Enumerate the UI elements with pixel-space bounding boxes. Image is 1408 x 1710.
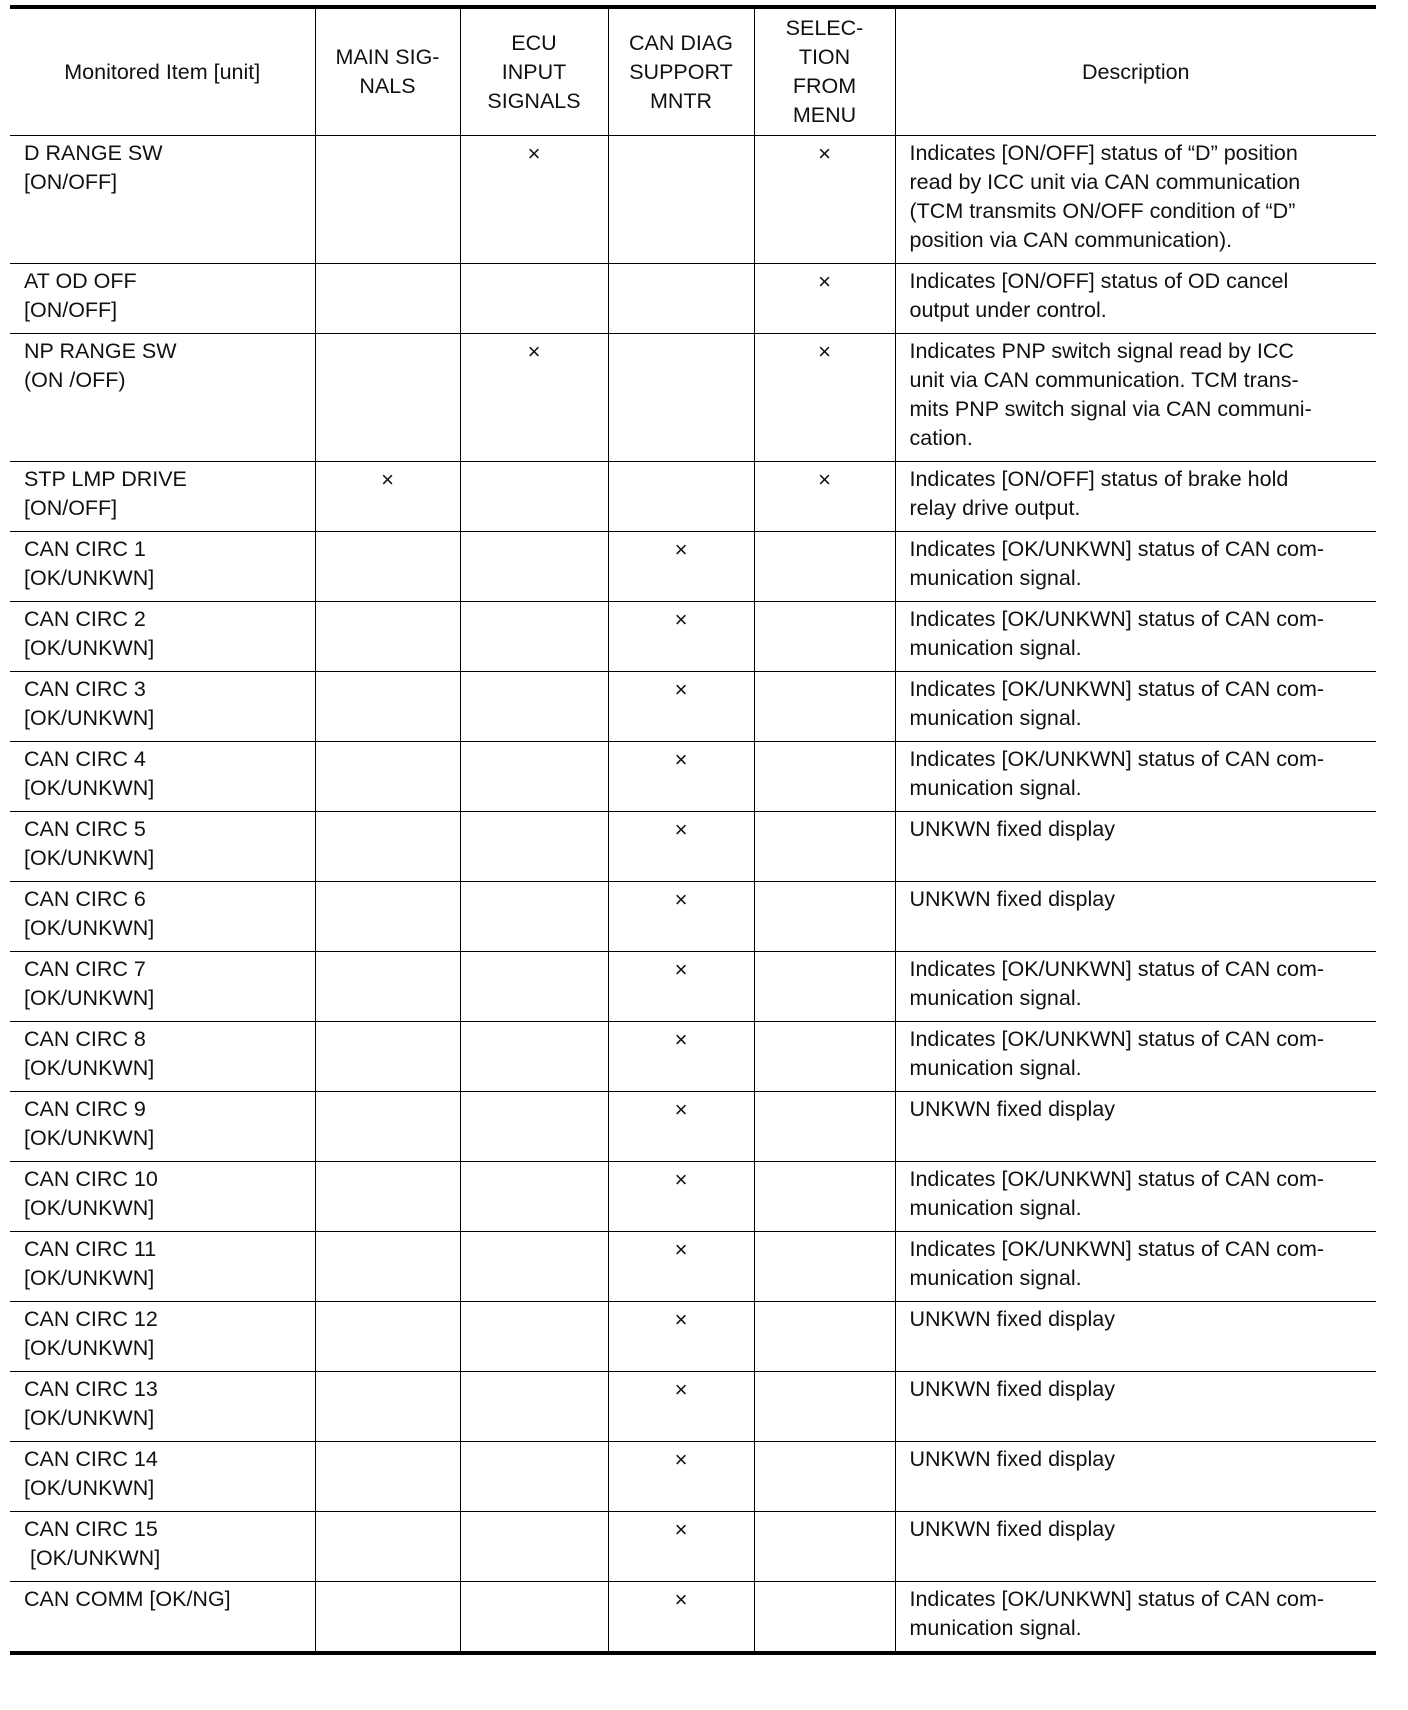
table-row <box>10 1372 1376 1442</box>
can-diag-support-mark-cell <box>608 334 754 462</box>
ecu-input-signals-mark-cell <box>460 1582 608 1654</box>
monitored-item-cell <box>10 532 315 602</box>
description-line: Indicates [OK/UNKWN] status of CAN com- <box>909 1587 1325 1611</box>
can-diag-support-mark: × <box>674 1307 688 1332</box>
monitored-item-line: [OK/UNKWN] <box>24 916 155 940</box>
can-diag-support-mark-cell <box>608 882 754 952</box>
main-signals-mark-cell <box>315 952 460 1022</box>
monitored-item-cell <box>10 1372 315 1442</box>
table-row <box>10 672 1376 742</box>
monitored-item-cell <box>10 462 315 532</box>
monitored-item-cell <box>10 1582 315 1654</box>
can-diag-support-mark-cell <box>608 1512 754 1582</box>
selection-from-menu-mark-cell <box>754 1302 895 1372</box>
table-row <box>10 1162 1376 1232</box>
can-diag-support-mark: × <box>674 677 688 702</box>
monitored-item-cell <box>10 742 315 812</box>
description-line: unit via CAN communication. TCM trans- <box>909 368 1299 392</box>
monitored-item-line: AT OD OFF <box>24 269 137 293</box>
description-line: munication signal. <box>909 566 1082 590</box>
monitored-item-line: [ON/OFF] <box>24 298 118 322</box>
main-signals-mark-cell <box>315 1302 460 1372</box>
monitored-item-cell <box>10 1022 315 1092</box>
selection-from-menu-mark-cell <box>754 1372 895 1442</box>
can-diag-support-mark: × <box>674 1167 688 1192</box>
ecu-input-signals-mark-cell <box>460 1512 608 1582</box>
description-line: munication signal. <box>909 1196 1082 1220</box>
monitored-item-line: CAN CIRC 3 <box>24 677 146 701</box>
monitored-item-line: (ON /OFF) <box>24 368 126 392</box>
monitored-item-cell <box>10 1442 315 1512</box>
description-line: Indicates [OK/UNKWN] status of CAN com- <box>909 957 1325 981</box>
description-line: Indicates [OK/UNKWN] status of CAN com- <box>909 747 1325 771</box>
header-ecu-input-signals-line: SIGNALS <box>487 88 581 113</box>
description-cell <box>895 462 1376 532</box>
table-row <box>10 882 1376 952</box>
ecu-input-signals-mark-cell <box>460 1302 608 1372</box>
monitored-item-line: [OK/UNKWN] <box>24 1056 155 1080</box>
monitored-item-cell <box>10 1302 315 1372</box>
main-signals-mark-cell <box>315 1512 460 1582</box>
selection-from-menu-mark-cell <box>754 952 895 1022</box>
monitored-item-line: [OK/UNKWN] <box>24 776 155 800</box>
header-main-signals-line: MAIN SIG- <box>335 45 440 69</box>
table-row <box>10 1512 1376 1582</box>
monitored-item-line: [OK/UNKWN] <box>24 706 155 730</box>
monitored-item-line: CAN CIRC 7 <box>24 957 146 981</box>
table-row <box>10 812 1376 882</box>
can-diag-support-mark: × <box>674 1447 688 1472</box>
monitored-item-cell <box>10 882 315 952</box>
can-diag-support-mark: × <box>674 1377 688 1402</box>
ecu-input-signals-mark-cell <box>460 1162 608 1232</box>
monitored-item-cell <box>10 952 315 1022</box>
ecu-input-signals-mark-cell <box>460 882 608 952</box>
description-line: munication signal. <box>909 706 1082 730</box>
can-diag-support-mark: × <box>674 1517 688 1542</box>
monitored-item-cell <box>10 1232 315 1302</box>
monitored-item-line: CAN CIRC 12 <box>24 1307 158 1331</box>
main-signals-mark-cell <box>315 602 460 672</box>
can-diag-support-mark-cell <box>608 1372 754 1442</box>
main-signals-mark-cell <box>315 1232 460 1302</box>
description-line: UNKWN fixed display <box>909 1097 1115 1121</box>
description-line: Indicates [ON/OFF] status of OD cancel <box>909 269 1289 293</box>
monitored-item-line: [OK/UNKWN] <box>24 1406 155 1430</box>
description-line: UNKWN fixed display <box>909 1377 1115 1401</box>
can-diag-support-mark: × <box>674 607 688 632</box>
description-cell <box>895 264 1376 334</box>
can-diag-support-mark-cell <box>608 1022 754 1092</box>
description-line: Indicates [OK/UNKWN] status of CAN com- <box>909 537 1325 561</box>
table-row <box>10 742 1376 812</box>
monitored-item-cell <box>10 264 315 334</box>
main-signals-mark-cell <box>315 136 460 264</box>
can-diag-support-mark-cell <box>608 812 754 882</box>
description-line: Indicates [OK/UNKWN] status of CAN com- <box>909 1237 1325 1261</box>
header-can-diag-line: CAN DIAG <box>629 30 733 55</box>
monitored-item-line: CAN CIRC 15 <box>24 1517 158 1541</box>
selection-from-menu-mark-cell <box>754 812 895 882</box>
ecu-input-signals-mark: × <box>527 339 541 364</box>
description-line: read by ICC unit via CAN communication <box>909 170 1301 194</box>
can-diag-support-mark: × <box>674 817 688 842</box>
header-main-signals <box>315 7 460 136</box>
main-signals-mark-cell <box>315 532 460 602</box>
monitored-item-line: STP LMP DRIVE <box>24 467 187 491</box>
main-signals-mark-cell <box>315 1442 460 1512</box>
monitored-item-cell <box>10 136 315 264</box>
monitored-item-line: CAN CIRC 14 <box>24 1447 158 1471</box>
monitored-item-line: [OK/UNKWN] <box>24 1546 161 1570</box>
ecu-input-signals-mark-cell <box>460 462 608 532</box>
can-diag-support-mark-cell <box>608 264 754 334</box>
description-cell <box>895 812 1376 882</box>
ecu-input-signals-mark-cell <box>460 532 608 602</box>
header-selection-line: SELEC- <box>785 16 864 40</box>
ecu-input-signals-mark-cell <box>460 136 608 264</box>
main-signals-mark-cell <box>315 1022 460 1092</box>
monitored-item-line: [ON/OFF] <box>24 170 118 194</box>
description-cell <box>895 1442 1376 1512</box>
selection-from-menu-mark-cell <box>754 136 895 264</box>
selection-from-menu-mark-cell <box>754 1092 895 1162</box>
can-diag-support-mark: × <box>674 957 688 982</box>
header-selection-from-menu <box>754 7 895 136</box>
ecu-input-signals-mark-cell <box>460 742 608 812</box>
header-description <box>895 7 1376 136</box>
header-row <box>10 7 1376 136</box>
description-line: cation. <box>909 426 973 450</box>
description-cell <box>895 1162 1376 1232</box>
main-signals-mark-cell <box>315 1582 460 1654</box>
description-line: munication signal. <box>909 1616 1082 1640</box>
selection-from-menu-mark-cell <box>754 1512 895 1582</box>
description-cell <box>895 952 1376 1022</box>
monitored-item-line: CAN COMM [OK/NG] <box>24 1587 231 1611</box>
ecu-input-signals-mark-cell <box>460 602 608 672</box>
header-ecu-input-signals-line: INPUT <box>501 59 567 84</box>
monitored-item-cell <box>10 1162 315 1232</box>
selection-from-menu-mark-cell <box>754 1162 895 1232</box>
ecu-input-signals-mark-cell <box>460 952 608 1022</box>
selection-from-menu-mark-cell <box>754 672 895 742</box>
ecu-input-signals-mark-cell <box>460 812 608 882</box>
monitored-item-cell <box>10 334 315 462</box>
selection-from-menu-mark: × <box>818 141 831 166</box>
ecu-input-signals-mark-cell <box>460 1022 608 1092</box>
can-diag-support-mark: × <box>674 1587 688 1612</box>
table-row <box>10 602 1376 672</box>
selection-from-menu-mark: × <box>818 339 831 364</box>
header-selection-line: TION <box>798 45 851 69</box>
ecu-input-signals-mark-cell <box>460 1232 608 1302</box>
description-line: UNKWN fixed display <box>909 1307 1115 1331</box>
monitored-items-table <box>10 5 1376 1655</box>
monitored-item-line: [OK/UNKWN] <box>24 1476 155 1500</box>
selection-from-menu-mark-cell <box>754 882 895 952</box>
table-row <box>10 462 1376 532</box>
main-signals-mark-cell <box>315 742 460 812</box>
can-diag-support-mark: × <box>674 747 688 772</box>
description-cell <box>895 334 1376 462</box>
selection-from-menu-mark-cell <box>754 602 895 672</box>
header-main-signals-line: NALS <box>359 74 416 98</box>
can-diag-support-mark-cell <box>608 462 754 532</box>
selection-from-menu-mark: × <box>818 269 831 294</box>
main-signals-mark: × <box>381 467 394 492</box>
monitored-item-line: CAN CIRC 9 <box>24 1097 146 1121</box>
header-description-label: Description <box>1081 59 1190 84</box>
can-diag-support-mark-cell <box>608 1092 754 1162</box>
monitored-item-line: CAN CIRC 4 <box>24 747 146 771</box>
monitored-item-line: [OK/UNKWN] <box>24 1336 155 1360</box>
description-line: UNKWN fixed display <box>909 817 1115 841</box>
monitored-item-line: D RANGE SW <box>24 141 163 165</box>
table-row <box>10 1582 1376 1654</box>
table-row <box>10 1302 1376 1372</box>
monitored-item-line: CAN CIRC 6 <box>24 887 146 911</box>
table-row <box>10 264 1376 334</box>
table-row <box>10 1442 1376 1512</box>
description-line: munication signal. <box>909 986 1082 1010</box>
monitored-item-line: [OK/UNKWN] <box>24 846 155 870</box>
can-diag-support-mark-cell <box>608 1442 754 1512</box>
monitored-item-cell <box>10 1512 315 1582</box>
header-ecu-input-signals-line: ECU <box>511 30 557 55</box>
description-line: position via CAN communication). <box>909 228 1233 252</box>
monitored-item-line: CAN CIRC 2 <box>24 607 146 631</box>
description-line: Indicates PNP switch signal read by ICC <box>909 339 1294 363</box>
can-diag-support-mark: × <box>674 537 688 562</box>
header-ecu-input-signals <box>460 7 608 136</box>
description-cell <box>895 1512 1376 1582</box>
can-diag-support-mark-cell <box>608 532 754 602</box>
header-selection-line: MENU <box>792 103 857 127</box>
description-cell <box>895 602 1376 672</box>
monitored-item-line: [OK/UNKWN] <box>24 636 155 660</box>
main-signals-mark-cell <box>315 1092 460 1162</box>
monitored-item-line: NP RANGE SW <box>24 339 177 363</box>
table-row <box>10 334 1376 462</box>
table-row <box>10 1232 1376 1302</box>
monitored-item-cell <box>10 812 315 882</box>
description-line: munication signal. <box>909 776 1082 800</box>
description-cell <box>895 1232 1376 1302</box>
header-can-diag-line: MNTR <box>649 88 713 113</box>
selection-from-menu-mark-cell <box>754 1022 895 1092</box>
selection-from-menu-mark-cell <box>754 264 895 334</box>
main-signals-mark-cell <box>315 462 460 532</box>
header-can-diag-support-mntr <box>608 7 754 136</box>
can-diag-support-mark: × <box>674 1097 688 1122</box>
table-row <box>10 1092 1376 1162</box>
description-line: Indicates [OK/UNKWN] status of CAN com- <box>909 677 1325 701</box>
description-cell <box>895 742 1376 812</box>
monitored-item-line: CAN CIRC 8 <box>24 1027 146 1051</box>
description-line: Indicates [OK/UNKWN] status of CAN com- <box>909 607 1325 631</box>
monitored-item-line: [OK/UNKWN] <box>24 566 155 590</box>
monitored-item-cell <box>10 602 315 672</box>
monitored-item-line: CAN CIRC 13 <box>24 1377 158 1401</box>
description-cell <box>895 882 1376 952</box>
description-cell <box>895 1372 1376 1442</box>
selection-from-menu-mark-cell <box>754 1232 895 1302</box>
table-body <box>10 136 1376 1654</box>
monitored-item-line: [OK/UNKWN] <box>24 1266 155 1290</box>
monitored-item-cell <box>10 1092 315 1162</box>
can-diag-support-mark: × <box>674 887 688 912</box>
table-row <box>10 136 1376 264</box>
can-diag-support-mark-cell <box>608 1302 754 1372</box>
main-signals-mark-cell <box>315 1162 460 1232</box>
selection-from-menu-mark-cell <box>754 1442 895 1512</box>
can-diag-support-mark-cell <box>608 742 754 812</box>
header-monitored-item <box>10 7 315 136</box>
monitored-item-line: CAN CIRC 10 <box>24 1167 158 1191</box>
ecu-input-signals-mark-cell <box>460 264 608 334</box>
description-cell <box>895 532 1376 602</box>
description-line: Indicates [OK/UNKWN] status of CAN com- <box>909 1167 1325 1191</box>
table-row <box>10 1022 1376 1092</box>
description-line: mits PNP switch signal via CAN communi- <box>909 397 1312 421</box>
description-line: (TCM transmits ON/OFF condition of “D” <box>909 199 1296 223</box>
description-line: relay drive output. <box>909 496 1081 520</box>
header-selection-line: FROM <box>792 74 857 98</box>
monitored-item-line: CAN CIRC 5 <box>24 817 146 841</box>
selection-from-menu-mark-cell <box>754 742 895 812</box>
main-signals-mark-cell <box>315 1372 460 1442</box>
main-signals-mark-cell <box>315 334 460 462</box>
ecu-input-signals-mark-cell <box>460 1092 608 1162</box>
monitored-item-line: [OK/UNKWN] <box>24 986 155 1010</box>
ecu-input-signals-mark-cell <box>460 672 608 742</box>
selection-from-menu-mark: × <box>818 467 831 492</box>
selection-from-menu-mark-cell <box>754 462 895 532</box>
description-cell <box>895 672 1376 742</box>
description-cell <box>895 1302 1376 1372</box>
selection-from-menu-mark-cell <box>754 334 895 462</box>
monitored-item-line: [OK/UNKWN] <box>24 1196 155 1220</box>
can-diag-support-mark-cell <box>608 952 754 1022</box>
ecu-input-signals-mark-cell <box>460 334 608 462</box>
monitored-item-line: [OK/UNKWN] <box>24 1126 155 1150</box>
monitored-item-line: CAN CIRC 11 <box>24 1237 157 1261</box>
can-diag-support-mark-cell <box>608 136 754 264</box>
ecu-input-signals-mark-cell <box>460 1442 608 1512</box>
description-cell <box>895 1022 1376 1092</box>
description-line: UNKWN fixed display <box>909 1447 1115 1471</box>
table-row <box>10 532 1376 602</box>
description-line: Indicates [ON/OFF] status of brake hold <box>909 467 1289 491</box>
description-line: UNKWN fixed display <box>909 887 1115 911</box>
description-line: munication signal. <box>909 1056 1082 1080</box>
ecu-input-signals-mark-cell <box>460 1372 608 1442</box>
main-signals-mark-cell <box>315 812 460 882</box>
monitored-item-line: [ON/OFF] <box>24 496 118 520</box>
description-cell <box>895 1092 1376 1162</box>
description-line: UNKWN fixed display <box>909 1517 1115 1541</box>
description-cell <box>895 1582 1376 1654</box>
description-line: output under control. <box>909 298 1107 322</box>
main-signals-mark-cell <box>315 672 460 742</box>
ecu-input-signals-mark: × <box>527 141 541 166</box>
description-line: Indicates [ON/OFF] status of “D” position <box>909 141 1298 165</box>
header-can-diag-line: SUPPORT <box>629 59 733 84</box>
can-diag-support-mark-cell <box>608 1162 754 1232</box>
can-diag-support-mark: × <box>674 1027 688 1052</box>
can-diag-support-mark-cell <box>608 1582 754 1654</box>
can-diag-support-mark-cell <box>608 1232 754 1302</box>
description-cell <box>895 136 1376 264</box>
description-line: munication signal. <box>909 1266 1082 1290</box>
table-row <box>10 952 1376 1022</box>
can-diag-support-mark-cell <box>608 602 754 672</box>
monitored-item-cell <box>10 672 315 742</box>
selection-from-menu-mark-cell <box>754 1582 895 1654</box>
main-signals-mark-cell <box>315 264 460 334</box>
description-line: Indicates [OK/UNKWN] status of CAN com- <box>909 1027 1325 1051</box>
can-diag-support-mark-cell <box>608 672 754 742</box>
monitored-item-line: CAN CIRC 1 <box>24 537 146 561</box>
header-monitored-item-label: Monitored Item [unit] <box>64 59 261 84</box>
selection-from-menu-mark-cell <box>754 532 895 602</box>
main-signals-mark-cell <box>315 882 460 952</box>
description-line: munication signal. <box>909 636 1082 660</box>
can-diag-support-mark: × <box>674 1237 688 1262</box>
